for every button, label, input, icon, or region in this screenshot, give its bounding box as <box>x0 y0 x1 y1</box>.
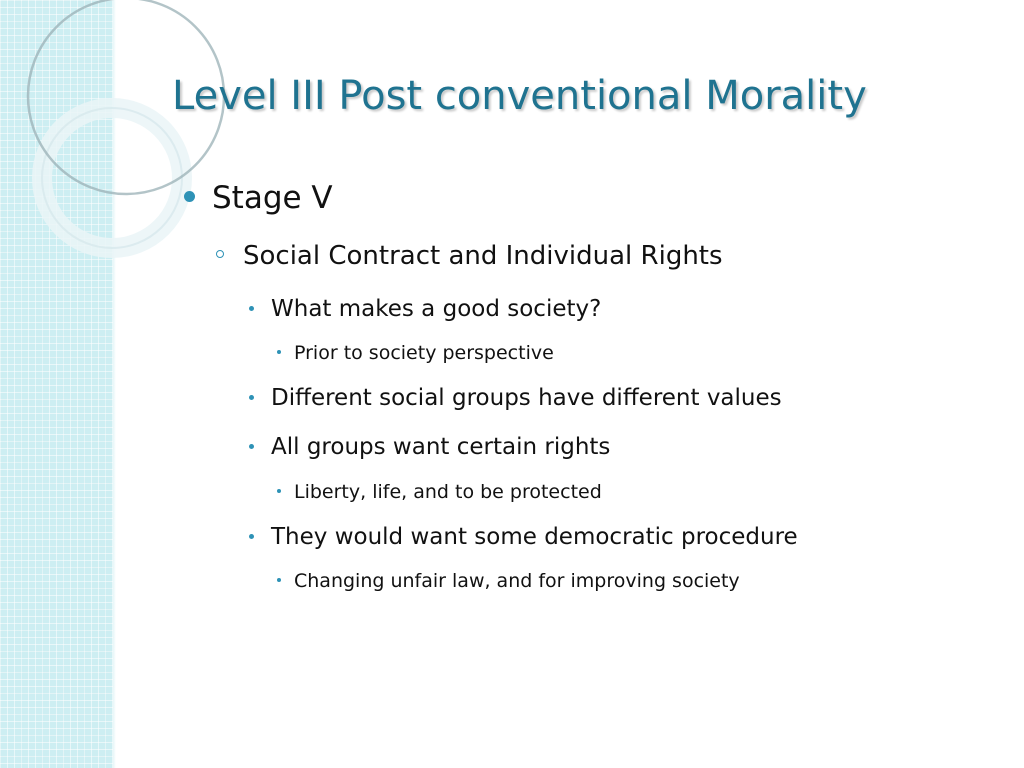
bullet-marker <box>249 444 254 449</box>
bullet-text: Liberty, life, and to be protected <box>294 481 602 503</box>
slide-title: Level III Post conventional Morality <box>172 73 867 119</box>
bullet-item-level2 <box>243 239 723 273</box>
bullet-item-level4 <box>294 479 602 505</box>
bullet-marker <box>277 350 281 354</box>
bullet-marker-ring <box>216 250 224 258</box>
bullet-item-level3 <box>271 294 601 324</box>
bullet-text: All groups want certain rights <box>271 434 611 460</box>
bullet-text: Changing unfair law, and for improving society <box>294 570 740 592</box>
bullet-text: Different social groups have different values <box>271 385 782 411</box>
bullet-text: Stage V <box>212 180 333 216</box>
bullet-text: They would want some democratic procedure <box>271 524 798 550</box>
bullet-item-level3 <box>271 432 610 462</box>
bullet-text: Social Contract and Individual Rights <box>243 241 723 271</box>
bullet-text: Prior to society perspective <box>294 342 554 364</box>
bullet-marker <box>277 489 281 493</box>
bullet-item-level4 <box>294 568 740 594</box>
bullet-marker <box>249 395 254 400</box>
bullet-item-level4 <box>294 340 554 366</box>
bullet-item-level3 <box>271 522 798 552</box>
bullet-item-level1 <box>212 178 333 218</box>
bullet-item-level3 <box>271 383 782 413</box>
bullet-marker <box>249 534 254 539</box>
bullet-text: What makes a good society? <box>271 296 602 322</box>
bullet-marker <box>184 191 195 202</box>
bullet-marker <box>249 306 254 311</box>
bullet-marker <box>277 578 281 582</box>
